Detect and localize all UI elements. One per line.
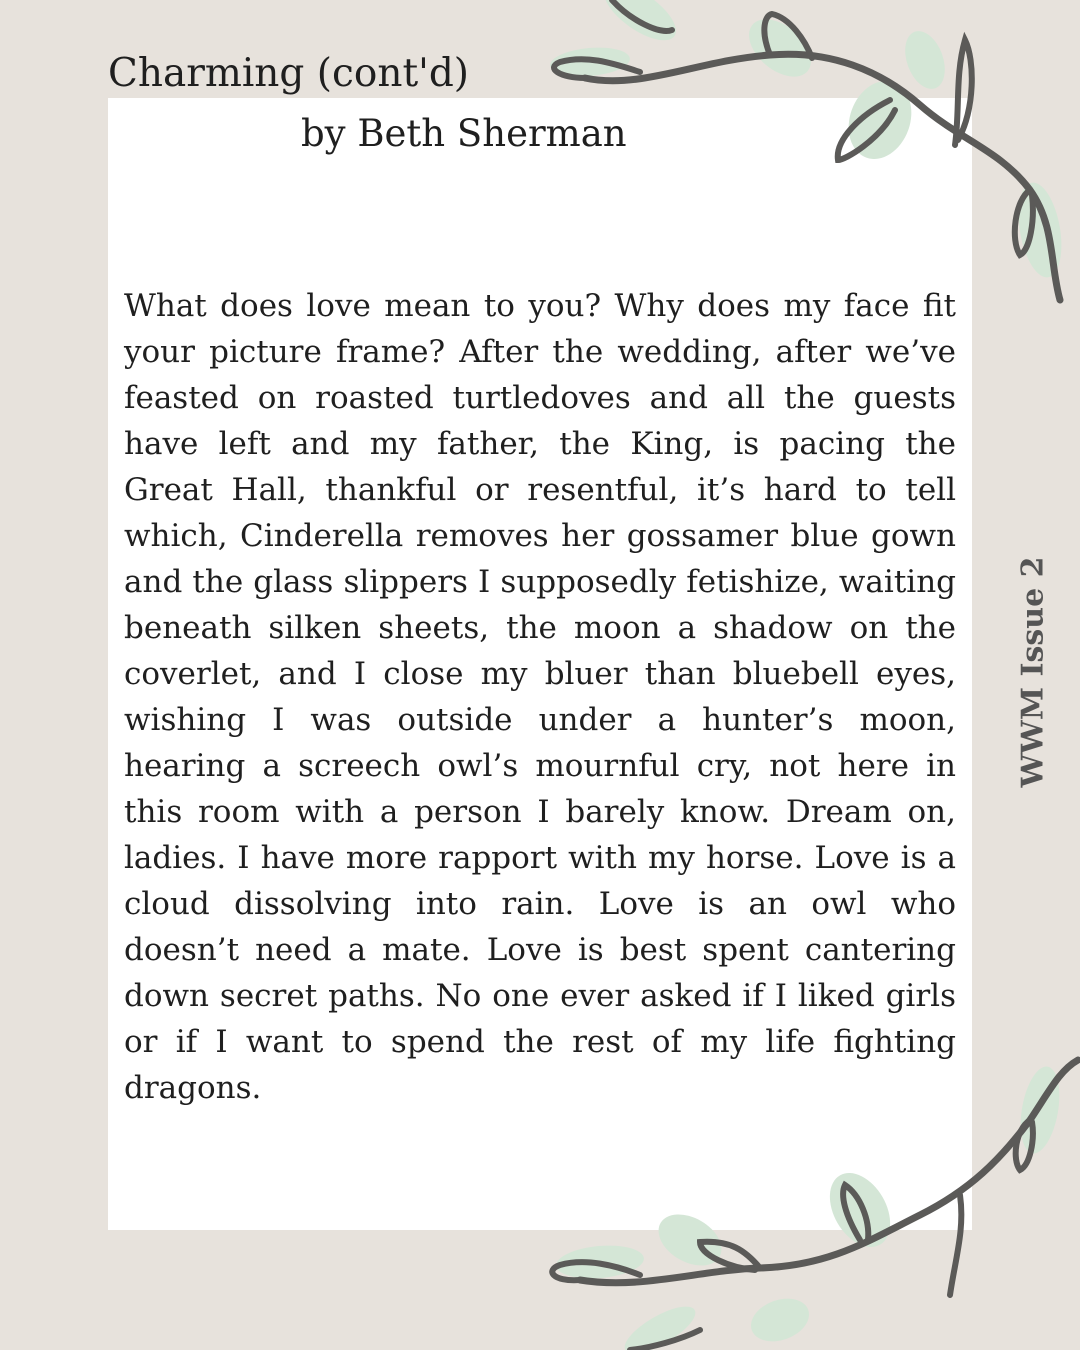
page-title: Charming (cont'd) bbox=[108, 51, 470, 96]
issue-label: WWM Issue 2 bbox=[1015, 556, 1051, 788]
story-text: What does love mean to you? Why does my face fit your picture frame? After the wedding, after we’ve feasted on roasted turtledoves and all the guests have left and my father, the King, is pacing the Great Hall, thankful or resentful, it’s hard to tell which, Cinderella removes her gossamer blue gown and the glass slippers I supposedly fetishize, waiting beneath silken sheets, the moon a shadow on the coverlet, and I close my bluer than bluebell eyes, wishing I was outside under a hunter’s moon, hearing a screech owl’s mournful cry, not here in this room with a person I barely know. Dream on, ladies. I have more rapport with my horse. Love is a cloud dissolving into rain. Love is an owl who doesn’t need a mate. Love is best spent cantering down secret paths. No one ever asked if I liked girls or if I want to spend the rest of my life fighting dragons. bbox=[124, 288, 956, 1106]
author-byline: by Beth Sherman bbox=[301, 112, 627, 155]
